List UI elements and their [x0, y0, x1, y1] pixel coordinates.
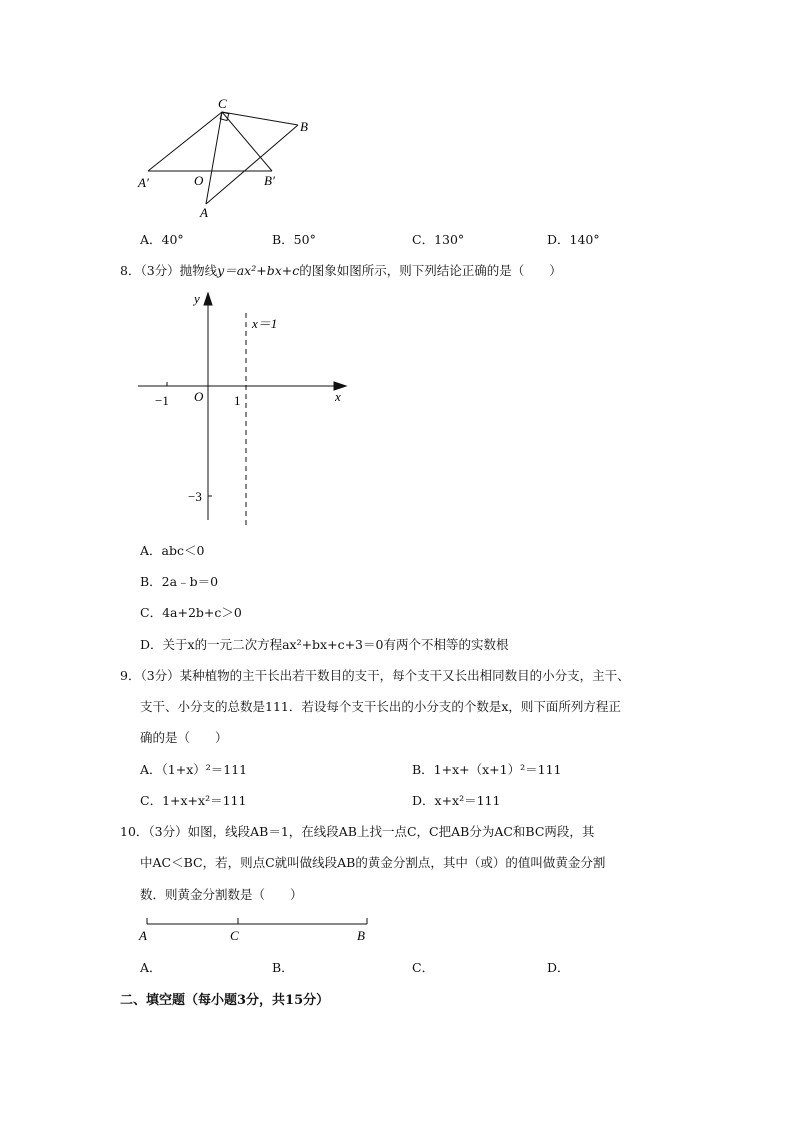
q10-line-1: 10．（3分）如图，线段AB＝1，在线段AB上找一点C，C把AB分为AC和BC两段，其 [120, 824, 595, 839]
q10-option-a[interactable]: A． [140, 960, 162, 975]
q8-stem-formula: y＝ax²+bx+c [217, 263, 300, 278]
section-2-title: 二、填空题（每小题3分，共15分） [120, 993, 330, 1008]
q9-option-d[interactable]: D．x+x²＝111 [412, 793, 501, 808]
q9-line-2: 支干、小分支的总数是111．若设每个支干长出的小分支的个数是x，则下面所列方程正 [140, 699, 621, 714]
q9-option-b[interactable]: B．1+x+（x+1）²＝111 [412, 762, 562, 777]
q10-segment-figure [135, 910, 380, 946]
q8-stem-suffix: 的图象如图所示，则下列结论正确的是（ ） [299, 263, 562, 278]
q8-stem-prefix: 8．（3分）抛物线 [120, 263, 218, 278]
q10-line-2: 中AC＜BC，若，则点C就叫做线段AB的黄金分割点，其中（或）的值叫做黄金分割 [140, 855, 606, 870]
segment-a-b [206, 125, 298, 204]
q7-option-d[interactable]: D．140° [547, 232, 600, 247]
q10-line-3: 数．则黄金分割数是（ ） [140, 887, 303, 902]
q9-line-3: 确的是（ ） [140, 730, 228, 745]
label-o: O [194, 173, 204, 188]
q7-option-a[interactable]: A．40° [140, 232, 184, 247]
label-c: C [218, 96, 227, 111]
label-c: C [230, 928, 239, 943]
y-axis-arrow [204, 293, 212, 305]
label-a-prime: A′ [138, 175, 149, 190]
q9-option-c[interactable]: C．1+x+x²＝111 [140, 793, 247, 808]
label-origin: O [194, 389, 204, 404]
segment-c-b-prime [222, 112, 272, 171]
segment-c-b [222, 112, 298, 125]
q10-option-d[interactable]: D． [547, 960, 570, 975]
q7-option-c[interactable]: C．130° [412, 232, 465, 247]
segment-c-a [206, 112, 222, 204]
label-axis-line: x＝1 [252, 316, 278, 331]
label-b-prime: B′ [264, 173, 275, 188]
q8-option-c[interactable]: C．4a+2b+c＞0 [140, 605, 242, 620]
q9-option-a[interactable]: A．（1+x）²＝111 [140, 762, 248, 777]
label-y: y [194, 291, 200, 306]
label-b: B [300, 119, 308, 134]
q8-option-b[interactable]: B．2a﹣b＝0 [140, 574, 219, 589]
q8-option-d[interactable]: D．关于x的一元二次方程ax²+bx+c+3＝0有两个不相等的实数根 [140, 637, 509, 652]
q8-stem [120, 261, 562, 279]
q8-option-a[interactable]: A．abc＜0 [140, 543, 205, 558]
q9-line-1: 9．（3分）某种植物的主干长出若干数目的支干，每个支干又长出相同数目的小分支，主干、 [120, 668, 630, 683]
segment-a-prime-c [148, 112, 222, 171]
label-x: x [335, 389, 341, 404]
q10-option-c[interactable]: C． [412, 960, 435, 975]
q10-option-b[interactable]: B． [272, 960, 294, 975]
label-neg1: −1 [155, 393, 169, 408]
q7-option-b[interactable]: B．50° [272, 232, 316, 247]
label-a: A [139, 928, 147, 943]
q8-graph [130, 285, 360, 530]
q7-figure [130, 90, 330, 225]
label-neg3: −3 [188, 489, 202, 504]
label-one: 1 [234, 393, 241, 408]
label-b: B [357, 928, 365, 943]
label-a: A [200, 205, 208, 220]
